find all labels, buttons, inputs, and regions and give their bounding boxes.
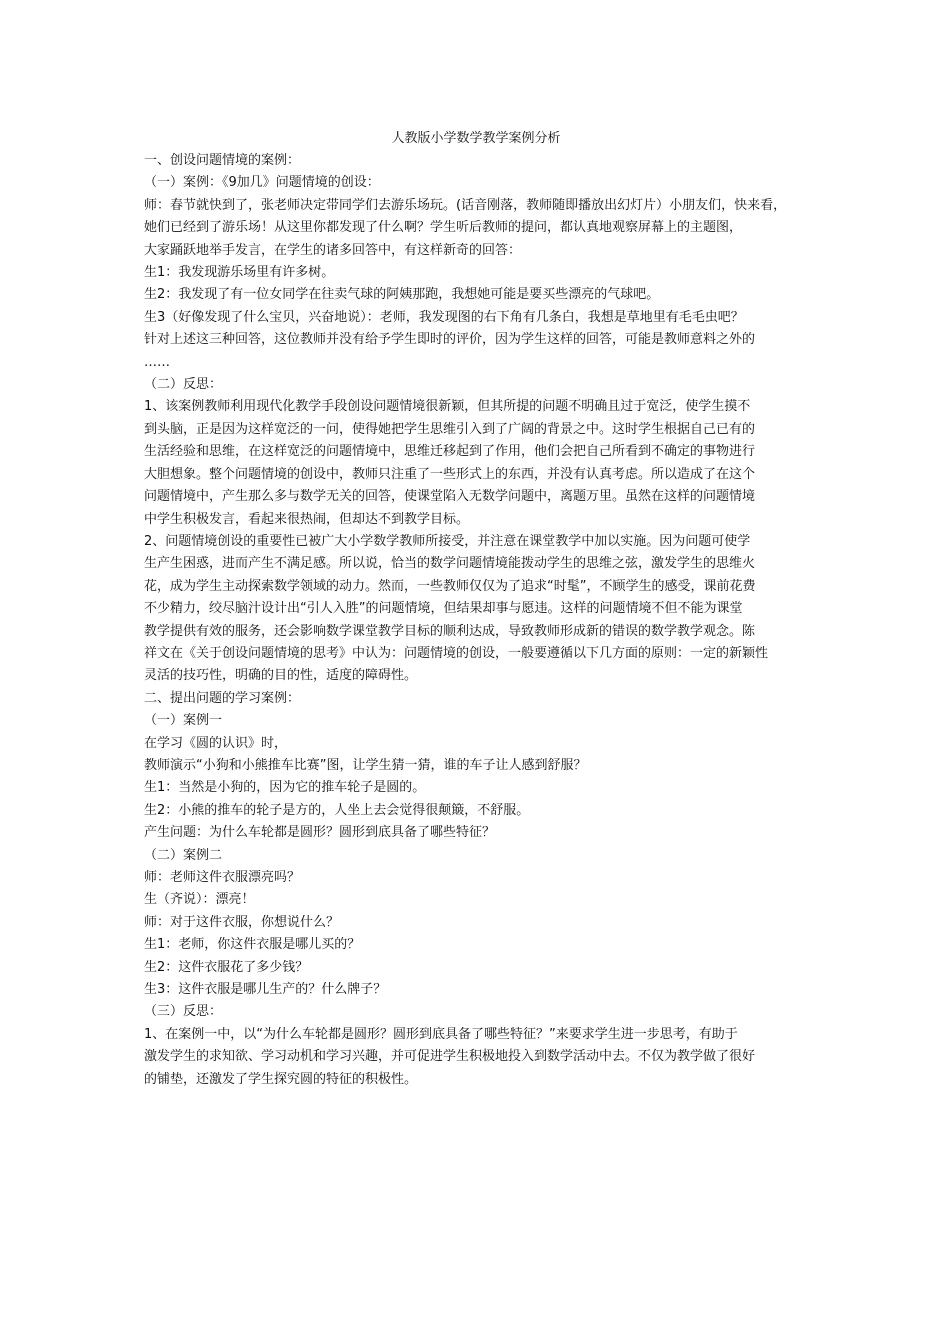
text-line: 生（齐说）：漂亮！ [144, 892, 255, 908]
text-line: 祥文在《关于创设问题情境的思考》中认为：问题情境的创设，一般要遵循以下几方面的原则：一定的新颖性 [144, 645, 769, 661]
text-line: 师：老师这件衣服漂亮吗？ [144, 870, 301, 885]
text-line: 一、创设问题情境的案例： [144, 153, 301, 168]
text-line: 生活经验和思维，在这样宽泛的问题情境中，思维迁移起到了作用，他们会把自己所看到不确定的事物进行 [144, 444, 756, 460]
text-line: 中学生积极发言，看起来很热闹，但却达不到教学目标。 [144, 511, 470, 527]
text-line: （一）案例一 [144, 713, 223, 729]
text-line: 的铺垫，还激发了学生探究圆的特征的积极性。 [144, 1071, 418, 1087]
text-line: （二）反思： [144, 377, 223, 393]
text-line: 花，成为学生主动探索数学领域的动力。然而，一些教师仅仅为了追求“时髦”，不顾学生的感受，课前花费 [144, 578, 756, 594]
text-line: （一）案例：《9加几》问题情境的创设： [144, 175, 380, 191]
text-line: 师：春节就快到了，张老师决定带同学们去游乐场玩。(话音刚落，教师随即播放出幻灯片）小朋友们，快来看， [144, 197, 787, 213]
text-line: 教学提供有效的服务，还会影响数学课堂教学目标的顺利达成，导致教师形成新的错误的数学教学观念。陈 [144, 623, 756, 639]
text-line: 生2：这件衣服花了多少钱？ [144, 959, 309, 975]
text-line: 生3：这件衣服是哪儿生产的？什么牌子？ [144, 982, 387, 998]
text-line: 生1：我发现游乐场里有许多树。 [144, 265, 335, 281]
text-line: 生产生困惑，进而产生不满足感。所以说，恰当的数学问题情境能拨动学生的思维之弦，激发学生的思维火 [144, 556, 756, 572]
text-line: …… [144, 354, 170, 370]
document-body [144, 150, 808, 1091]
text-line: 问题情境中，产生那么多与数学无关的回答，使课堂陷入无数学问题中，离题万里。虽然在这样的问题情境 [144, 489, 756, 505]
text-line: 生1：当然是小狗的，因为它的推车轮子是圆的。 [144, 780, 426, 796]
text-line: 生2：小熊的推车的轮子是方的，人坐上去会觉得很颠簸，不舒服。 [144, 802, 530, 818]
text-line: （三）反思： [144, 1004, 223, 1020]
text-line: 大家踊跃地举手发言，在学生的诸多回答中，有这样新奇的回答： [144, 242, 522, 258]
text-line: 产生问题：为什么车轮都是圆形？圆形到底具备了哪些特征？ [144, 825, 496, 841]
text-line: 生1：老师，你这件衣服是哪儿买的？ [144, 937, 361, 953]
text-line: 二、提出问题的学习案例： [144, 690, 301, 706]
text-line: 大胆想象。整个问题情境的创设中，教师只注重了一些形式上的东西，并没有认真考虑。所以造成了在这个 [144, 466, 756, 482]
text-line: 激发学生的求知欲、学习动机和学习兴趣，并可促进学生积极地投入到数学活动中去。不仅为教学做了很好 [144, 1049, 756, 1065]
text-line: 在学习《圆的认识》时， [144, 735, 288, 751]
text-line: 灵活的技巧性，明确的目的性，适度的障碍性。 [144, 668, 418, 684]
text-line: 到头脑，正是因为这样宽泛的一问，使得她把学生思维引入到了广阔的背景之中。这时学生根据自己已有的 [144, 421, 756, 437]
text-line: 2、问题情境创设的重要性已被广大小学数学教师所接受，并注意在课堂教学中加以实施。因为问题可使学 [144, 533, 751, 549]
text-line: 师：对于这件衣服，你想说什么？ [144, 914, 340, 930]
text-line: 针对上述这三种回答，这位教师并没有给予学生即时的评价，因为学生这样的回答，可能是教师意料之外的 [144, 332, 756, 348]
document-title: 人教版小学数学教学案例分析 [391, 131, 561, 146]
text-line: 1、该案例教师利用现代化教学手段创设问题情境很新颖，但其所提的问题不明确且过于宽泛，使学生摸不 [144, 399, 751, 415]
text-line: 不少精力，绞尽脑汁设计出“引人入胜”的问题情境，但结果却事与愿违。这样的问题情境不但不能为课堂 [144, 601, 743, 617]
text-line: 生2：我发现了有一位女同学在往卖气球的阿姨那跑，我想她可能是要买些漂亮的气球吧。 [144, 287, 660, 303]
text-line: 1、在案例一中，以“为什么车轮都是圆形？圆形到底具备了哪些特征？”来要求学生进一步思考，有助于 [144, 1026, 738, 1042]
text-line: 生3（好像发现了什么宝贝，兴奋地说）：老师，我发现图的右下角有几条白，我想是草地里有毛毛虫吧？ [144, 309, 744, 325]
text-line: 她们已经到了游乐场！从这里你都发现了什么啊？学生听后教师的提问，都认真地观察屏幕上的主题图， [144, 220, 743, 236]
text-line: （二）案例二 [144, 847, 223, 863]
text-line: 教师演示“小狗和小熊推车比赛”图，让学生猜一猜，谁的车子让人感到舒服？ [144, 757, 587, 773]
document-page [144, 128, 808, 1091]
